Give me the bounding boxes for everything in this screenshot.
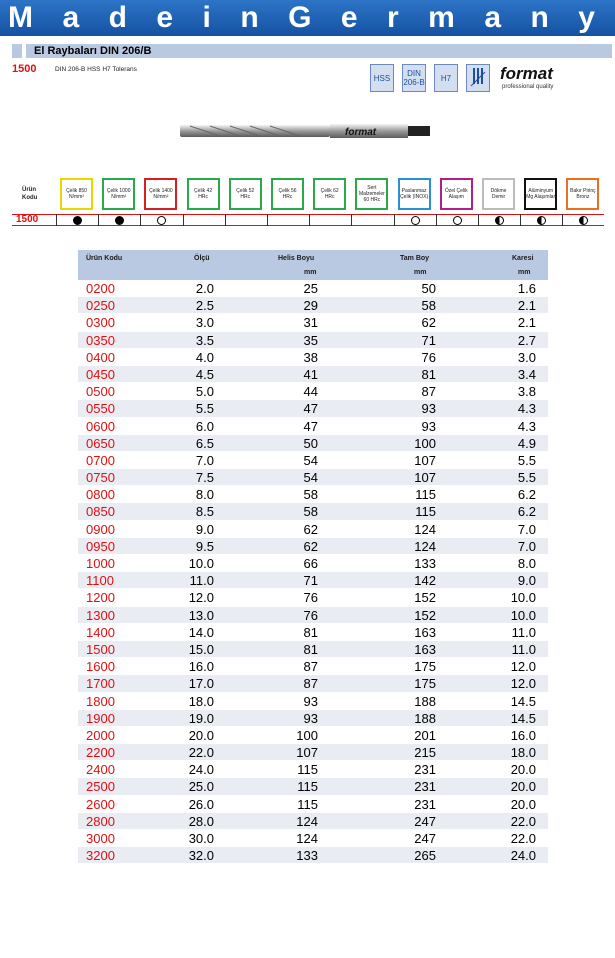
row-total-length: 87 [421, 384, 436, 400]
table-row [78, 314, 548, 331]
row-code: 0850 [86, 504, 115, 520]
row-size: 10.0 [188, 556, 214, 571]
suitability-cell [98, 214, 140, 226]
suitability-cell [351, 214, 393, 226]
row-flute-length: 124 [296, 813, 318, 829]
row-flute-length: 71 [303, 573, 318, 589]
materials-header-line2: Kodu [22, 195, 38, 201]
row-size: 14.0 [188, 624, 214, 640]
dimension-table [78, 250, 548, 864]
row-code: 0350 [86, 332, 115, 348]
row-flute-length: 50 [303, 435, 318, 451]
table-row [78, 796, 548, 813]
logo-tagline: professional quality [502, 84, 554, 90]
suitability-cell [183, 214, 225, 226]
table-row [78, 297, 548, 314]
row-total-length: 231 [414, 796, 436, 812]
row-flute-length: 62 [303, 538, 318, 554]
table-row [78, 710, 548, 727]
row-square: 10.0 [510, 590, 536, 606]
row-code: 1500 [86, 641, 115, 657]
row-square: 3.8 [517, 384, 536, 400]
banner-letter: a [62, 1, 80, 34]
row-code: 0750 [86, 470, 115, 486]
row-square: 6.2 [517, 504, 536, 520]
header-flute-unit: mm [304, 269, 317, 276]
row-code: 2800 [86, 813, 115, 829]
table-row [78, 830, 548, 847]
row-total-length: 62 [421, 315, 436, 331]
row-flute-length: 44 [303, 384, 318, 400]
row-code: 0450 [86, 366, 115, 382]
material-box: Alüminyum Mg Alaşımlar [524, 178, 557, 210]
row-square: 16.0 [510, 727, 536, 743]
row-flute-length: 47 [303, 418, 318, 434]
row-total-length: 231 [414, 762, 436, 778]
table-row [78, 400, 548, 417]
row-flute-length: 81 [303, 641, 318, 657]
header-total-length: Tam Boy [400, 255, 430, 262]
row-square: 7.0 [517, 538, 536, 554]
materials-header [22, 186, 37, 202]
row-code: 2000 [86, 727, 115, 743]
row-size: 3.5 [195, 332, 214, 348]
empty-circle-icon [411, 216, 420, 225]
row-code: 1600 [86, 659, 115, 675]
empty-circle-icon [453, 216, 462, 225]
row-size: 3.0 [195, 315, 214, 331]
row-code: 2500 [86, 779, 115, 795]
row-total-length: 231 [414, 779, 436, 795]
row-square: 6.2 [517, 487, 536, 503]
row-square: 9.0 [517, 573, 536, 589]
row-total-length: 107 [414, 470, 436, 486]
row-size: 8.5 [195, 504, 214, 520]
title-marker [12, 44, 26, 58]
row-code: 3200 [86, 848, 115, 864]
row-size: 15.0 [188, 641, 214, 657]
row-code: 2600 [86, 796, 115, 812]
row-square: 5.5 [517, 452, 536, 468]
row-square: 8.0 [517, 556, 536, 571]
row-flute-length: 93 [303, 693, 318, 709]
row-total-length: 133 [414, 556, 436, 571]
row-size: 4.0 [195, 349, 214, 365]
row-size: 7.0 [195, 452, 214, 468]
table-row [78, 744, 548, 761]
half-circle-icon [579, 216, 588, 225]
row-size: 28.0 [188, 813, 214, 829]
row-code: 1400 [86, 624, 115, 640]
row-square: 22.0 [510, 831, 536, 846]
row-size: 5.0 [195, 384, 214, 400]
row-size: 25.0 [188, 779, 214, 795]
row-flute-length: 133 [296, 848, 318, 864]
row-square: 1.6 [517, 281, 536, 296]
suitability-cell [436, 214, 478, 226]
row-code: 0800 [86, 487, 115, 503]
banner-letter: d [108, 1, 127, 34]
row-size: 9.0 [195, 521, 214, 537]
banner-letter: n [240, 1, 259, 34]
row-size: 17.0 [188, 676, 214, 692]
row-flute-length: 100 [296, 727, 318, 743]
row-code: 0250 [86, 298, 115, 314]
row-size: 11.0 [189, 573, 214, 589]
row-size: 22.0 [188, 745, 214, 761]
suitability-cell [394, 214, 436, 226]
banner-letter: m [428, 1, 455, 34]
suitability-code: 1500 [16, 214, 39, 225]
banner-title [0, 0, 615, 36]
row-code: 0650 [86, 435, 115, 451]
full-circle-icon [115, 216, 124, 225]
full-circle-icon [73, 216, 82, 225]
row-flute-length: 41 [303, 366, 318, 382]
header-square-unit: mm [518, 269, 531, 276]
row-flute-length: 54 [303, 452, 318, 468]
suitability-cell [478, 214, 520, 226]
row-size: 16.0 [188, 659, 214, 675]
row-size: 6.0 [195, 418, 214, 434]
header-code: Ürün Kodu [86, 255, 123, 262]
row-square: 11.0 [511, 624, 536, 640]
row-square: 2.7 [517, 332, 536, 348]
spec-h7: H7 [434, 64, 458, 92]
table-row [78, 486, 548, 503]
brand-logo [500, 64, 600, 94]
material-box: Çelik 1000 N/mm² [102, 178, 135, 210]
row-size: 20.0 [188, 727, 214, 743]
banner-letter: G [288, 1, 312, 34]
row-total-length: 163 [414, 641, 436, 657]
row-code: 0200 [86, 281, 115, 296]
half-circle-icon [537, 216, 546, 225]
row-total-length: 50 [421, 281, 436, 296]
row-square: 14.5 [510, 710, 536, 726]
row-total-length: 175 [414, 659, 436, 675]
reamer-icon [466, 64, 490, 92]
page-title: El Raybaları DIN 206/B [34, 45, 152, 57]
row-flute-length: 35 [303, 332, 318, 348]
table-row [78, 727, 548, 744]
row-square: 14.5 [510, 693, 536, 709]
row-size: 7.5 [195, 470, 214, 486]
row-square: 2.1 [517, 315, 536, 331]
table-row [78, 813, 548, 830]
header-total-unit: mm [414, 269, 427, 276]
row-square: 22.0 [510, 813, 536, 829]
row-size: 13.0 [188, 607, 214, 623]
row-size: 6.5 [195, 435, 214, 451]
table-row [78, 778, 548, 795]
table-row [78, 280, 548, 297]
row-code: 0600 [86, 418, 115, 434]
banner-letter: r [387, 1, 399, 34]
row-flute-length: 81 [303, 624, 318, 640]
row-code: 2200 [86, 745, 115, 761]
row-total-length: 152 [414, 590, 436, 606]
table-row [78, 418, 548, 435]
material-box: Özel Çelik Alaşım [440, 178, 473, 210]
row-total-length: 93 [421, 418, 436, 434]
row-flute-length: 38 [303, 349, 318, 365]
row-size: 2.5 [195, 298, 214, 314]
suitability-cell [56, 214, 98, 226]
suitability-cell [267, 214, 309, 226]
row-flute-length: 76 [303, 607, 318, 623]
banner-letter: n [530, 1, 549, 34]
table-row [78, 675, 548, 692]
row-size: 12.0 [188, 590, 214, 606]
row-flute-length: 115 [297, 796, 318, 812]
row-total-length: 175 [414, 676, 436, 692]
row-flute-length: 76 [303, 590, 318, 606]
row-total-length: 188 [414, 710, 436, 726]
banner-letter: a [484, 1, 501, 34]
suitability-cell [520, 214, 562, 226]
row-square: 20.0 [510, 796, 536, 812]
row-size: 9.5 [195, 538, 214, 554]
row-flute-length: 107 [296, 745, 318, 761]
row-total-length: 115 [415, 504, 436, 520]
table-row [78, 469, 548, 486]
empty-circle-icon [157, 216, 166, 225]
row-total-length: 247 [414, 813, 436, 829]
row-square: 2.1 [517, 298, 536, 314]
row-square: 20.0 [510, 779, 536, 795]
banner-letter: M [8, 1, 33, 34]
row-code: 1200 [86, 590, 115, 606]
banner-letter: i [202, 1, 211, 34]
row-flute-length: 62 [303, 521, 318, 537]
table-row [78, 624, 548, 641]
table-row [78, 503, 548, 520]
row-total-length: 58 [421, 298, 436, 314]
row-code: 1100 [86, 573, 114, 589]
row-code: 1700 [86, 676, 115, 692]
row-flute-length: 58 [303, 487, 318, 503]
half-circle-icon [495, 216, 504, 225]
table-row [78, 572, 548, 589]
row-code: 1900 [86, 710, 115, 726]
row-total-length: 215 [414, 745, 436, 761]
row-size: 19.0 [188, 710, 214, 726]
row-square: 4.9 [517, 435, 536, 451]
table-row [78, 658, 548, 675]
row-size: 24.0 [188, 762, 214, 778]
row-size: 18.0 [188, 693, 214, 709]
material-box: Çelik 1400 N/mm² [144, 178, 177, 210]
row-code: 0950 [86, 538, 115, 554]
row-total-length: 93 [421, 401, 436, 417]
row-total-length: 76 [421, 349, 436, 365]
suitability-cell [140, 214, 182, 226]
material-box: Paslanmaz Çelik (INOX) [398, 178, 431, 210]
row-flute-length: 25 [303, 281, 318, 296]
row-code: 1300 [86, 607, 115, 623]
banner-letter: e [156, 1, 174, 34]
row-flute-length: 58 [303, 504, 318, 520]
row-total-length: 107 [414, 452, 436, 468]
row-total-length: 142 [414, 573, 436, 589]
spec-din: DIN 206-B [402, 64, 426, 92]
row-square: 12.0 [510, 659, 536, 675]
row-size: 26.0 [188, 796, 214, 812]
table-row [78, 761, 548, 778]
row-code: 3000 [86, 831, 115, 846]
row-square: 3.4 [517, 366, 536, 382]
table-header [78, 250, 548, 280]
material-box: Çelik 62 HRc [313, 178, 346, 210]
row-code: 0500 [86, 384, 115, 400]
spec-hss: HSS [370, 64, 394, 92]
table-row [78, 607, 548, 624]
row-square: 11.0 [511, 641, 536, 657]
material-box: Sert Malzemeler 60 HRc [355, 178, 388, 210]
table-row [78, 521, 548, 538]
row-square: 3.0 [517, 349, 536, 365]
banner-letter: e [340, 1, 358, 34]
row-total-length: 81 [421, 366, 436, 382]
table-row [78, 693, 548, 710]
row-square: 18.0 [510, 745, 536, 761]
material-box: Çelik 42 HRc [187, 178, 220, 210]
row-total-length: 71 [421, 332, 436, 348]
tool-brand: format [345, 127, 377, 138]
row-flute-length: 31 [303, 315, 318, 331]
table-body [78, 280, 548, 864]
suitability-cell [225, 214, 267, 226]
table-row [78, 847, 548, 864]
row-size: 30.0 [188, 831, 214, 846]
material-box: Dökme Demir [482, 178, 515, 210]
row-code: 0700 [86, 452, 115, 468]
row-flute-length: 115 [297, 779, 318, 795]
row-size: 8.0 [195, 487, 214, 503]
row-code: 0400 [86, 349, 115, 365]
row-flute-length: 47 [303, 401, 318, 417]
table-row [78, 366, 548, 383]
row-square: 24.0 [510, 848, 536, 864]
row-flute-length: 66 [303, 556, 318, 571]
subtitle: DIN 206-B HSS H7 Tolerans [55, 66, 137, 73]
material-box: Çelik 52 HRc [229, 178, 262, 210]
row-size: 4.5 [195, 366, 214, 382]
row-square: 10.0 [510, 607, 536, 623]
row-total-length: 115 [415, 487, 436, 503]
row-total-length: 124 [414, 538, 436, 554]
row-square: 7.0 [517, 521, 536, 537]
banner-letter: y [578, 1, 595, 34]
product-code: 1500 [12, 63, 37, 75]
row-square: 12.0 [510, 676, 536, 692]
row-square: 20.0 [510, 762, 536, 778]
row-flute-length: 54 [303, 470, 318, 486]
row-flute-length: 29 [303, 298, 318, 314]
row-code: 1000 [86, 556, 115, 571]
row-size: 32.0 [188, 848, 214, 864]
row-total-length: 152 [414, 607, 436, 623]
row-square: 5.5 [517, 470, 536, 486]
row-code: 1800 [86, 693, 115, 709]
row-flute-length: 115 [297, 762, 318, 778]
row-square: 4.3 [517, 418, 536, 434]
row-flute-length: 87 [303, 676, 318, 692]
suitability-cell [562, 214, 604, 226]
row-code: 2400 [86, 762, 115, 778]
table-row [78, 538, 548, 555]
row-size: 2.0 [195, 281, 214, 296]
suitability-cell [309, 214, 351, 226]
row-total-length: 201 [414, 727, 436, 743]
row-total-length: 265 [414, 848, 436, 864]
table-row [78, 383, 548, 400]
reamer-tool-image [180, 120, 435, 142]
materials-header-line1: Ürün [22, 187, 36, 193]
row-square: 4.3 [517, 401, 536, 417]
table-row [78, 349, 548, 366]
material-box: Çelik 850 N/mm² [60, 178, 93, 210]
row-total-length: 163 [414, 624, 436, 640]
logo-word: format [500, 64, 553, 83]
material-box: Çelik 56 HRc [271, 178, 304, 210]
header-size: Ölçü [194, 255, 210, 262]
row-code: 0900 [86, 521, 115, 537]
header-flute-length: Helis Boyu [278, 255, 315, 262]
row-size: 5.5 [195, 401, 214, 417]
row-total-length: 188 [414, 693, 436, 709]
row-code: 0300 [86, 315, 115, 331]
table-row [78, 641, 548, 658]
table-row [78, 435, 548, 452]
row-total-length: 124 [414, 521, 436, 537]
row-total-length: 100 [414, 435, 436, 451]
header-square: Karesi [512, 255, 534, 262]
row-total-length: 247 [414, 831, 436, 846]
row-code: 0550 [86, 401, 115, 417]
table-row [78, 589, 548, 606]
material-box: Bakır Pirinç Bronz [566, 178, 599, 210]
row-flute-length: 87 [303, 659, 318, 675]
table-row [78, 332, 548, 349]
row-flute-length: 124 [296, 831, 318, 846]
table-row [78, 452, 548, 469]
row-flute-length: 93 [303, 710, 318, 726]
table-row [78, 555, 548, 572]
